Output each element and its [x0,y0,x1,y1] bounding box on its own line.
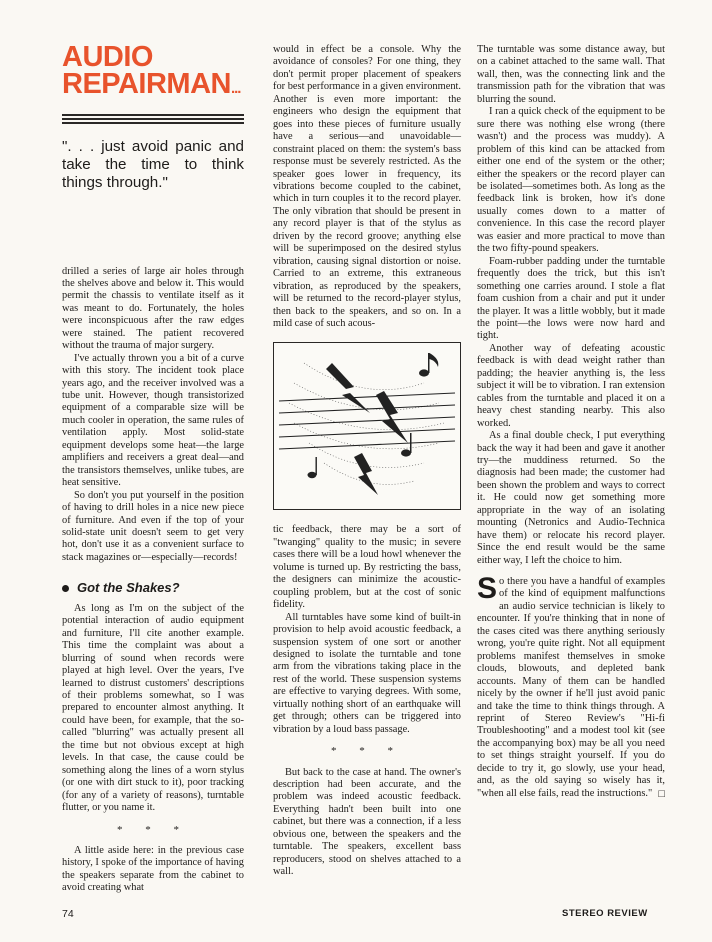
paragraph: A little aside here: in the previous case history, I spoke of the importance of having the speakers separate from the cabinet to avoid creating what [62,844,244,894]
paragraph: As a final double check, I put everything back the way it had been and gave it another try—the muddiness returned. So the diagnosis had been made; the customer had been shown the problem and ways to correct it. He could now get something more appropriate in the way of an isolating mounting (Netronics and Audio-Technica have them) or relocate his record player. Since the end result would be the same either way, I left the choice to him. [477,430,665,566]
article-title [62,41,244,102]
paragraph: Foam-rubber padding under the turntable frequently does the trick, but this isn't something one carries around. I stole a flat foam cushion from a chair and put it under the player. It was a little wobbly, but it made the point—the lows were now hard and tight. [477,255,665,342]
closing-paragraph [477,572,665,800]
column-1 [62,41,244,895]
feedback-illustration [273,342,461,510]
section-heading-text: Got the Shakes? [77,580,180,596]
paragraph: As long as I'm on the subject of the potential interaction of audio equipment and furniture, I'll cite another example. This time the complaint was about a blurring of sound when records were played at high level. Over the years, I've learned to distrust customers' descriptions of their problems somewhat, so I was prepared to encounter almost anything. It could have been, for example, that the so-called "blurring" was actually present all the time but not obvious except at high levels. In that case, the cause could be something along the lines of a worn stylus (or one with dirt stuck to it), poor tracking (for any of a variety of reasons), turntable flutter, or you name it. [62,602,244,814]
title-line-1: AUDIO [62,41,153,73]
section-break: * * * [331,745,403,758]
title-rules [62,114,244,124]
paragraph: I ran a quick check of the equipment to be sure there was nothing else wrong (there wasn't) and the process was muddy). A problem of this kind can be attacked from either one end of the system or the other; either the speakers or the record player can be isolated—sometimes both. As long as the feedback link is broken, how it's done usually comes down to a matter of convenience. In this case the record player was easier and more practical to move than the two fifty-pound speakers. [477,106,665,255]
paragraph: All turntables have some kind of built-in provision to help avoid acoustic feedback, a suspension system of one sort or another designed to isolate the turntable and tone arm from the vibrations taking place in the rest of the world. These suspension systems are effective to varying degrees. With some, virtually nothing short of an earthquake will get through; others can be triggered into vibration by a loud bass passage. [273,611,461,735]
page-number: 74 [62,908,74,920]
section-break: * * * [117,823,189,836]
magazine-name: STEREO REVIEW [562,908,648,919]
paragraph: drilled a series of large air holes through the shelves above and below it. This would permit the chassis to ventilate itself as it was meant to do. Fortunately, the holes were inconspicuous after the raw edges were stained. The patient recovered without the trauma of major surgery. [62,265,244,352]
column-2 [273,44,461,879]
paragraph: tic feedback, there may be a sort of "twanging" quality to the music; in severe cases there will be a loud howl whenever the volume is turned up. By restricting the bass, the designers can minimize the acoustic-coupling problem, but at the cost of sonic fidelity. [273,524,461,611]
drop-cap: S [477,572,498,606]
paragraph: Another way of defeating acoustic feedback is with dead weight rather than padding; the heavier anything is, the less subject it will be to vibration. I ran extension cables from the turntable and placed it on a heavy chest standing nearby. This also worked. [477,342,665,429]
paragraph: I've actually thrown you a bit of a curve with this story. The incident took place years ago, and the receiver involved was a tube unit. However, though transistorized equipment of a comparable size will be much cooler in operation, the same rules of ventilation apply. Most solid-state equipment develops some heat—the large amplifiers and receivers a great deal—and the transistors themselves, unlike tubes, are heat sensitive. [62,352,244,489]
pull-quote: ". . . just avoid panic and take the time to think things through." [62,137,244,191]
title-line-2: REPAIRMAN [62,68,231,100]
paragraph: The turntable was some distance away, but on a cabinet attached to the same wall. That wall, then, was the connecting link and the transmission path for the vibration that was blurring the sound. [477,44,665,105]
section-heading [62,582,244,594]
paragraph: would in effect be a console. Why the avoidance of consoles? For one thing, they don't permit proper placement of speakers for best performance in a given environment. Another is even more important: the engineers who design the equipment that goes into these pieces of furniture usually have a serious—and unavoidable—constraint placed on them: the system's bass response must be severely restricted. As the speaker goes lower in frequency, its vibrations become coupled to the cabinet, which in turn couples it to the record player. The only vibration that should be present in any record player is that of the stylus as driven by the record groove; anything else will be superimposed on the desired stylus vibration, causing signal distortion or noise. Carried to an extreme, this extraneous vibration, as reproduced by the speakers, will be returned to the record-player stylus, then back to the speakers, and so on. In a mild case of such acous- [273,44,461,329]
paragraph: But back to the case at hand. The owner's description had been accurate, and the problem was indeed acoustic feedback. Everything hadn't been built into one cabinet, but there was a connection, if a less obvious one, between the speakers and the turntable. The speakers, excellent bass reproducers, stood on shelves attached to a wall. [273,766,461,878]
bullet-icon [62,585,69,592]
column-3 [477,44,665,800]
end-mark-icon: □ [658,787,665,800]
title-dots: ... [230,80,241,97]
closing-paragraph-text: o there you have a handful of examples of the kind of equipment malfunctions an audio service technician is likely to encounter. If you're thinking that in none of the cases cited was there anything seriously wrong, you're quite right. Not all equipment problems manifest themselves in smoke clouds, blowouts, and depleted bank accounts. Many of them can be handled nicely by the owner if he'll just avoid panic and take the time to think things through. A reprint of Stereo Review's "Hi-fi Troubleshooting" and a modest tool kit (see the accompanying box) may be all you need to set things straight yourself. If you do decide to try it, go slowly, use your head, and, as the old saying so wisely has it, "when all else fails, read the instructions." [477,576,665,799]
paragraph: So don't you put yourself in the position of having to drill holes in a nice new piece of furniture. And even if the top of your solid-state unit doesn't seem to get very hot, don't use it as a convenient surface to stack magazines or—especially—records! [62,489,244,563]
